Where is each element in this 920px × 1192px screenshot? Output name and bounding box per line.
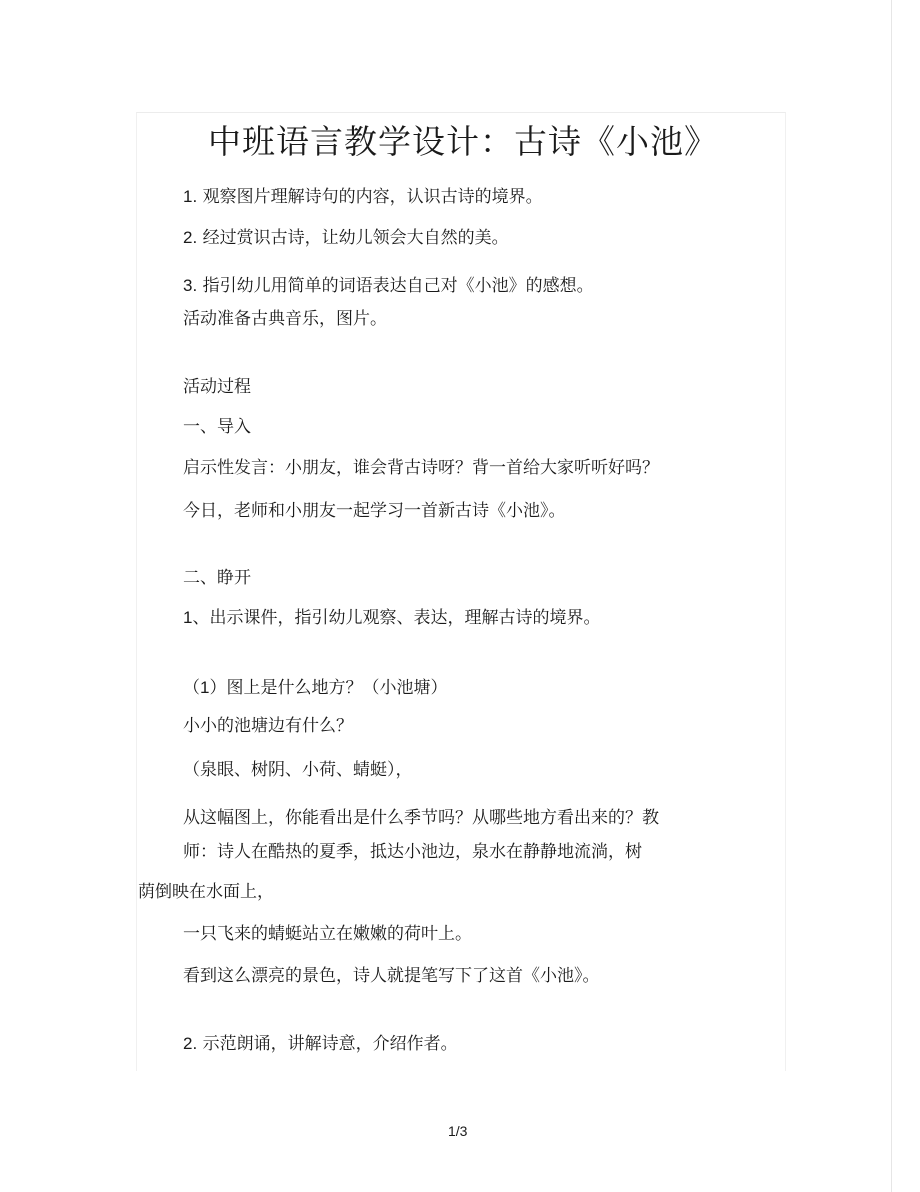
step-1-text: 、出示课件，指引幼儿观察、表达，理解古诗的境界。 (192, 608, 601, 628)
step-1-number: 1 (183, 608, 193, 627)
goal-1-text: 观察图片理解诗句的内容，认识古诗的境界。 (197, 187, 543, 207)
goal-3-text: 指引幼儿用简单的词语表达自己对《小池》的感想。 (197, 276, 594, 296)
section-2-heading: 二、睁开 (183, 568, 251, 588)
goal-3-number: 3. (183, 276, 198, 295)
goal-1 (183, 185, 543, 209)
question-1-line (183, 676, 447, 700)
paragraph-line-2: 师：诗人在酷热的夏季，抵达小池边，泉水在静静地流淌，树 (183, 842, 642, 862)
question-1-text: 图上是什么地方？（小池塘） (226, 678, 448, 698)
step-2-line (183, 1032, 458, 1056)
answer-2-line: （泉眼、树阴、小荷、蜻蜓）， (183, 760, 413, 780)
goal-2 (183, 226, 509, 250)
paragraph-line-4: 一只飞来的蜻蜓站立在嫩嫩的荷叶上。 (183, 924, 472, 944)
paragraph-line-3: 荫倒映在水面上， (138, 882, 274, 902)
section-1-heading: 一、导入 (183, 417, 251, 437)
page-number: 1/3 (448, 1123, 468, 1139)
goal-2-number: 2. (183, 228, 198, 247)
paragraph-line-5: 看到这么漂亮的景色，诗人就提笔写下了这首《小池》。 (183, 966, 600, 986)
step-2-text: 示范朗诵，讲解诗意，介绍作者。 (197, 1034, 458, 1054)
goal-2-text: 经过赏识古诗，让幼儿领会大自然的美。 (197, 228, 509, 248)
step-1-line (183, 606, 600, 630)
paragraph-line-1: 从这幅图上，你能看出是什么季节吗？从哪些地方看出来的？教 (183, 808, 659, 828)
preparation-line: 活动准备古典音乐，图片。 (183, 309, 387, 329)
process-heading: 活动过程 (183, 377, 251, 397)
document-title: 中班语言教学设计：古诗《小池》 (208, 122, 718, 161)
goal-3 (183, 274, 594, 298)
goal-1-number: 1. (183, 187, 198, 206)
question-2-line: 小小的池塘边有什么？ (183, 716, 353, 736)
question-1-number: （1） (183, 678, 227, 697)
section-1-line-2: 今日，老师和小朋友一起学习一首新古诗《小池》。 (183, 501, 566, 521)
page-edge-divider (891, 0, 892, 1192)
section-1-line-1: 启示性发言：小朋友，谁会背古诗呀？背一首给大家听听好吗？ (183, 458, 659, 478)
step-2-number: 2. (183, 1034, 198, 1053)
